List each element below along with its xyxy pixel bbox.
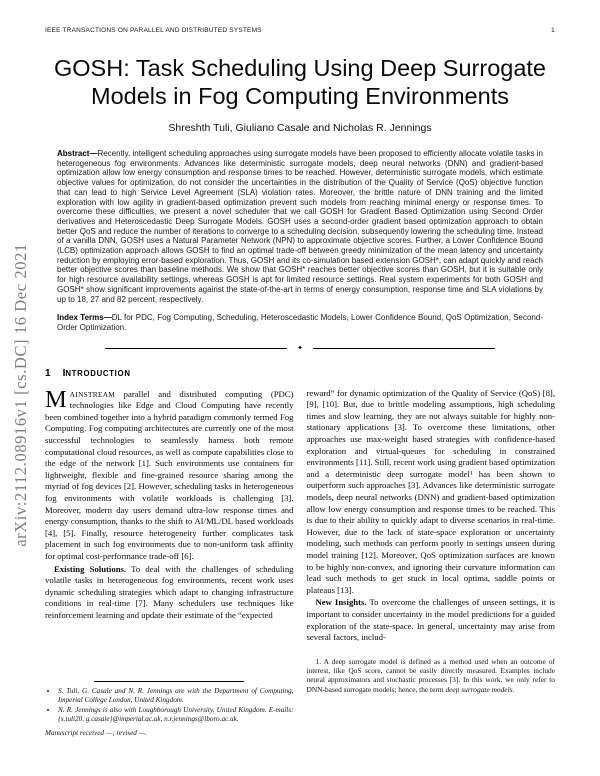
abstract xyxy=(57,149,543,304)
page-number: 1 xyxy=(551,27,555,34)
abstract-label: Abstract— xyxy=(57,149,98,158)
index-terms-text: DL for PDC, Fog Computing, Scheduling, Heteroscedastic Models, Lower Confidence Bound, QoS Optimization, Second-Order Optimization. xyxy=(57,313,543,332)
drop-cap: M xyxy=(45,385,67,413)
diamond-icon: ✦ xyxy=(297,343,303,352)
existing-solutions-text: To deal with the challenges of scheduling volatile tasks in heterogeneous fog environments, recent work uses dynamic scheduling strategies which adapt to changing infrastructure conditions in real-time [7]. Many schedulers use techniques like reinforcement learning and update their estimate of the “expected xyxy=(45,563,294,620)
journal-name: IEEE TRANSACTIONS ON PARALLEL AND DISTRIBUTED SYSTEMS xyxy=(45,27,262,34)
right-paragraph-1: reward” for dynamic optimization of the Quality of Service (QoS) [8], [9], [10]. But, due to brittle modeling assumptions, high scheduling times and slow learning, they are not always suitable for highly non-stationary applications [3]. To overcome these limitations, other approaches use max-weight based strategies with confidence-based exploration and virtual-queues for scheduling in constrained environments [11]. Still, recent work using gradient based optimization and a deterministic deep surrogate model¹ has been shown to outperform such approaches [3]. Advances like deterministic surrogate models, deep neural networks (DNN) and gradient-based optimization allow low energy consumption and response times to be reached. This is due to their ability to quickly adapt to diverse scenarios in real-time. However, due to the lack of state-space exploration or uncertainty modeling, such methods can perform poorly in settings unseen during model training [12]. Moreover, QoS optimization surfaces are known to be highly non-convex, and ignoring their curvature information can lead such methods to get stuck in local optima, saddle points or plateaus [13]. xyxy=(306,387,555,595)
section-title: INTRODUCTION xyxy=(62,367,131,379)
separator-rule-left xyxy=(105,348,287,349)
section-separator xyxy=(105,345,495,352)
left-column xyxy=(45,365,294,739)
author-footnote-item: • S. Tuli, G. Casale and N. R. Jennings are with the Department of Computing, Imperial College London, United Kingdom. xyxy=(58,687,294,705)
paper-title: GOSH: Task Scheduling Using Deep Surrogate Models in Fog Computing Environments xyxy=(53,55,547,109)
separator-rule-right xyxy=(313,348,495,349)
intro-paragraph-1 xyxy=(45,385,294,563)
new-insights-paragraph xyxy=(307,597,556,643)
arxiv-watermark: arXiv:2112.08916v1 [cs.DC] 16 Dec 2021 xyxy=(11,243,30,547)
section-number: 1 xyxy=(45,367,51,379)
index-terms xyxy=(57,313,543,332)
right-column xyxy=(307,365,556,739)
author-line: Shreshth Tuli, Giuliano Casale and Nicholas R. Jennings xyxy=(168,122,432,134)
author-footnotes xyxy=(45,681,294,739)
footnote-rule xyxy=(94,681,244,682)
new-insights-text: To overcome the challenges of unseen settings, it is important to consider uncertainty in the model predictions for a guided exploration of the state-space. In general, uncertainty may arise from several factors, includ- xyxy=(306,597,555,643)
existing-solutions-label: Existing Solutions. xyxy=(54,563,127,574)
footnote-1 xyxy=(307,657,556,694)
existing-solutions-paragraph xyxy=(45,564,294,622)
manuscript-note: Manuscript received —; revised —. xyxy=(45,729,147,738)
footnote-1-text: 1. A deep surrogate model is defined as a method used when an outcome of interest, like QoS score, cannot be easily directly measured. Examples include neural approximators and stochastic processes [3]. In this work, we only refer to DNN-based surrogate models; hence, the term xyxy=(306,656,555,694)
lead-word-smallcaps: AINSTREAM xyxy=(69,389,116,399)
two-column-body xyxy=(45,365,555,739)
index-terms-label: Index Terms— xyxy=(57,313,112,323)
author-footnote-list xyxy=(45,687,294,725)
section-heading-introduction xyxy=(45,368,294,379)
running-header xyxy=(45,27,555,34)
intro-paragraph-1-text: parallel and distributed computing (PDC) technologies like Edge and Cloud Computing have recently been combined together into a hybrid paradigm commonly termed Fog Computing. Fog computing architectures are currently one of the most successful technologies to seamlessly harness both remote computational cloud resources, as well as compute capabilities close to the edge of the network [1]. Such environments use containers for lightweight, flexible and fine-grained resource sharing among the myriad of fog devices [2]. However, scheduling tasks in heterogeneous fog environments with volatile workloads is challenging [3]. Moreover, modern day users demand ultra-low response times and energy consumption, thanks to the shift to AI/ML/DL based workloads [4], [5]. Finally, resource heterogeneity further complicates task placement in such fog environments due to non-uniform task affinity for optimal cost-performance trade-off [6]. xyxy=(45,388,294,561)
author-footnote-item: • N. R. Jennings is also with Loughborough University, United Kingdom. E-mails: {s.tuli20, g.casale}@imperial.ac.uk, n.r.jennings@lboro.ac.uk. xyxy=(58,706,294,724)
abstract-text: Recently, intelligent scheduling approaches using surrogate models have been proposed to efficiently allocate volatile tasks in heterogeneous fog environments. Advances like deterministic surrogate models, deep neural networks (DNN) and gradient-based optimization allow low energy consumption and response times to be reached. However, deterministic surrogate models, which estimate objective values for optimization, do not consider the uncertainties in the distribution of the Quality of Service (QoS) objective function that can lead to high Service Level Agreement (SLA) violation rates. Moreover, the brittle nature of DNN training and the limited exploration with low agility in gradient-based optimization prevent such models from reaching minimal energy or response times. To overcome these difficulties, we present a novel scheduler that we call GOSH for Gradient Based Optimization using Second Order derivatives and Heteroscedastic Deep Surrogate Models. GOSH uses a second-order gradient based optimization approach to obtain better QoS and reduce the number of iterations to converge to a scheduling decision, subsequently lowering the scheduling time. Instead of a vanilla DNN, GOSH uses a Natural Parameter Network (NPN) to approximate objective scores. Further, a Lower Confidence Bound (LCB) optimization approach allows GOSH to find an optimal trade-off between greedy minimization of the mean latency and uncertainty reduction by employing error-based exploration. Thus, GOSH and its co-simulation based extension GOSH*, can adapt quickly and reach better objective scores than baseline methods. We show that GOSH* reaches better objective scores than GOSH, but it is suitable only for high resource availability settings, whereas GOSH is apt for limited resource settings. Real system experiments for both GOSH and GOSH* show significant improvements against the state-of-the-art in terms of energy consumption, response time and SLA violations by up to 18, 27 and 82 percent, respectively. xyxy=(57,149,543,304)
footnote-1-italic: deep surrogate models. xyxy=(445,684,515,694)
new-insights-label: New Insights. xyxy=(315,597,367,608)
